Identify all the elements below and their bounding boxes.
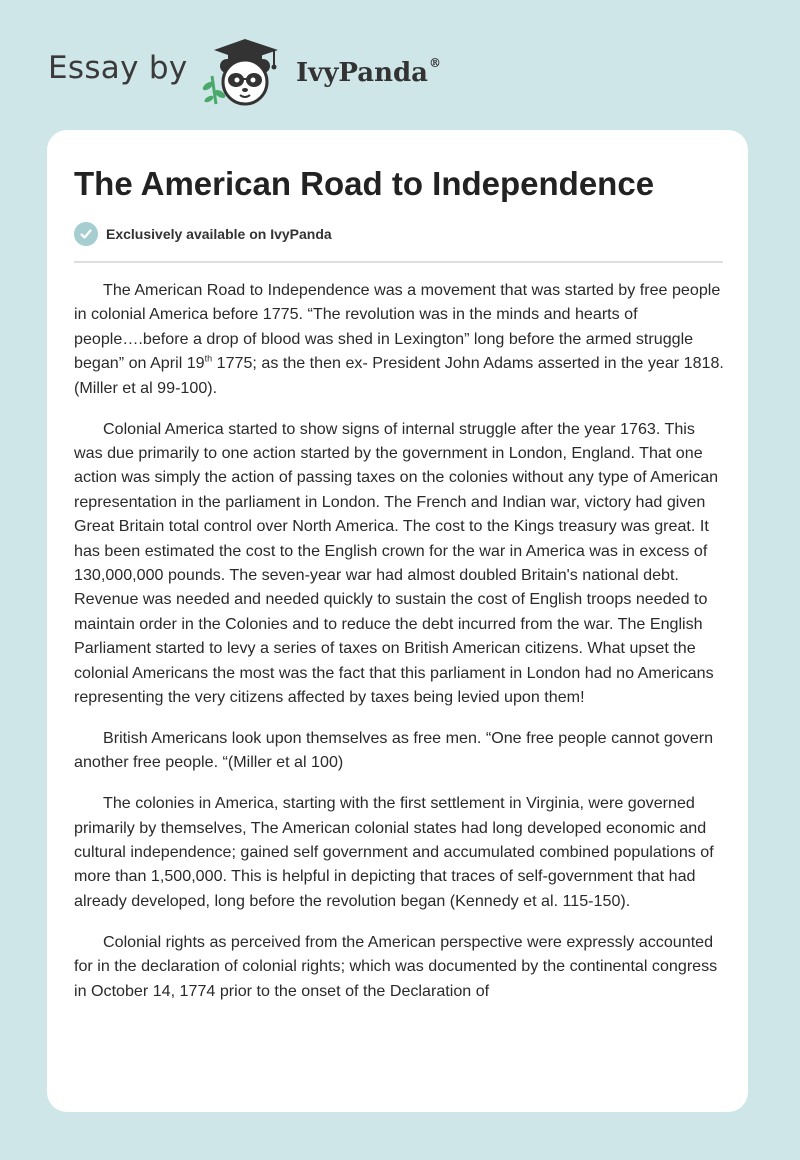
panda-graduate-icon <box>200 36 290 108</box>
divider <box>74 261 723 263</box>
exclusive-badge <box>74 222 332 246</box>
paragraph-2: Colonial America started to show signs of internal struggle after the year 1763. This was due primarily to one action started by the government in London, England. That one action was simply the action of passing taxes on the colonies without any type of American representation in the parliament in London. The French and Indian war, victory had given Great Britain total control over North America. The cost to the Kings treasury was great. It has been estimated the cost to the English crown for the war in America was in excess of 130,000,000 pounds. The seven-year war had almost doubled Britain's national debt. Revenue was needed and needed quickly to sustain the cost of English troops needed to maintain order in the Colonies and to reduce the debt incurred from the war. The English Parliament started to levy a series of taxes on British American citizens. What upset the colonial Americans the most was the fact that this parliament in London had no Americans representing the very citizens affected by taxes being levied upon them! <box>74 419 719 706</box>
paragraph-5: Colonial rights as perceived from the American perspective were expressly accounted for in the declaration of colonial rights; which was documented by the continental congress in October 14, 1774 prior to the onset of the Declaration of <box>74 932 718 1000</box>
badge-text: Exclusively available on IvyPanda <box>106 226 332 242</box>
paragraph-3: British Americans look upon themselves as free men. “One free people cannot govern another free people. “(Miller et al 100) <box>74 728 714 772</box>
paragraph-1: The American Road to Independence was a movement that was started by free people in colonial America before 1775. “The revolution was in the minds and hearts of people….before a drop of blood was shed in Lexington” long before the armed struggle began” on April 19th 1775; as the then ex- President John Adams asserted in the year 1818. (Miller et al 99-100). <box>74 281 724 397</box>
paragraph-4: The colonies in America, starting with the first settlement in Virginia, were governed primarily by themselves, The American colonial states had long developed economic and cultural independence; gained self government and accumulated combined populations of more than 1,500,000. This is helpful in depicting that traces of self-government that had already developed, long before the revolution began (Kennedy et al. 115-150). <box>74 794 714 910</box>
essay-card <box>47 130 748 1112</box>
registered-mark: ® <box>429 56 442 70</box>
brand-name[interactable]: IvyPanda® <box>296 56 442 88</box>
essay-body <box>74 278 726 1019</box>
page-title: The American Road to Independence <box>74 165 655 202</box>
essay-by-label: Essay by <box>48 50 188 86</box>
check-circle-icon <box>74 222 98 246</box>
site-header <box>0 0 800 130</box>
